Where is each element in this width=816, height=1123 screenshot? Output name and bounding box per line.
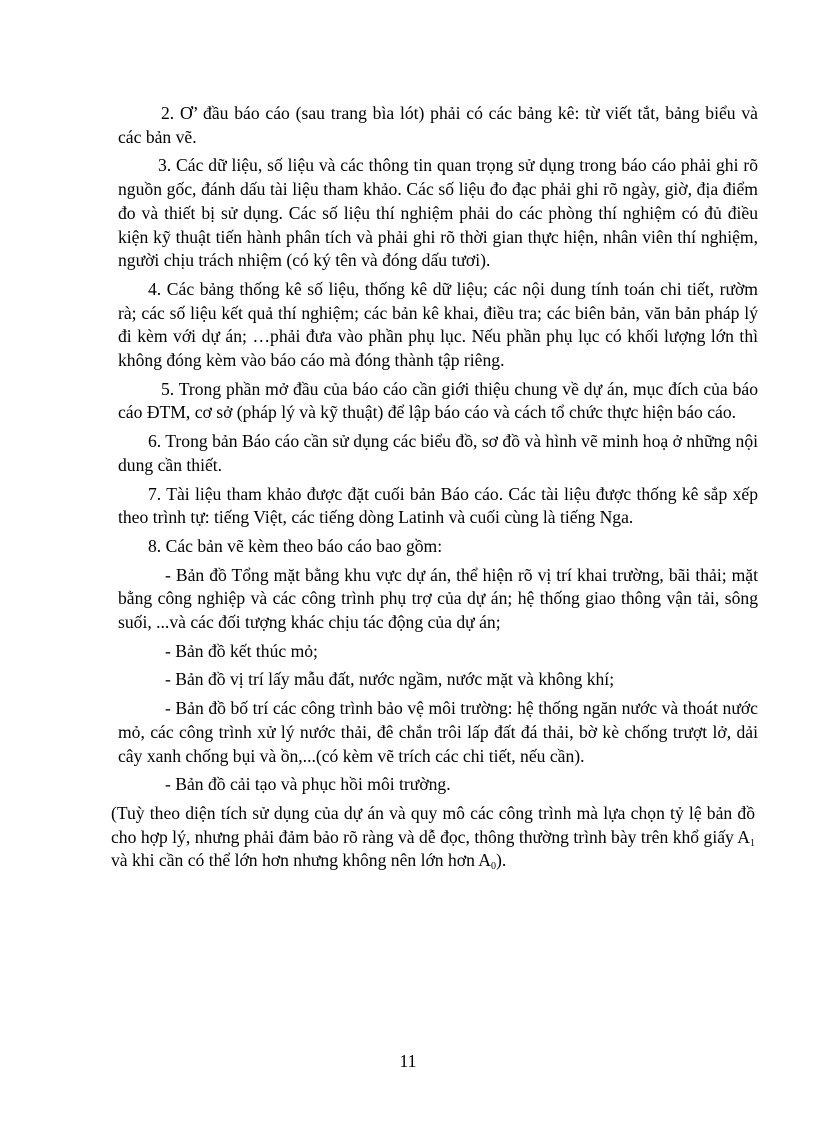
paragraph-item-4: 4. Các bảng thống kê số liệu, thống kê dữ liệu; các nội dung tính toán chi tiết, rườm rà; các số liệu kết quả thí nghiệm; các bản kê khai, điều tra; các biên bản, văn bản pháp lý đi kèm với dự án; …phải đưa vào phần phụ lục. Nếu phần phụ lục có khối lượng lớn thì không đóng kèm vào báo cáo mà đóng thành tập riêng. <box>118 278 758 371</box>
drawing-item-protection: - Bản đồ bố trí các công trình bảo vệ môi trường: hệ thống ngăn nước và thoát nước mỏ, các công trình xử lý nước thải, đê chắn trôi lấp đất đá thải, bờ kè chống trượt lở, dải cây xanh chống bụi và ồn,...(có kèm vẽ trích các chi tiết, nếu cần). <box>118 698 758 766</box>
paragraph-item-7: 7. Tài liệu tham khảo được đặt cuối bản Báo cáo. Các tài liệu được thống kê sắp xếp theo trình tự: tiếng Việt, các tiếng dòng Latinh và cuối cùng là tiếng Nga. <box>118 483 758 528</box>
a0-subscript: 0 <box>491 861 497 873</box>
paragraph-item-5: 5. Trong phần mở đầu của báo cáo cần giới thiệu chung về dự án, mục đích của báo cáo ĐTM, cơ sở (pháp lý và kỹ thuật) để lập báo cáo và cách tổ chức thực hiện báo cáo. <box>118 378 758 423</box>
paragraph-item-6: 6. Trong bản Báo cáo cần sử dụng các biểu đồ, sơ đồ và hình vẽ minh hoạ ở những nội dung cần thiết. <box>118 431 758 475</box>
drawing-item-mine-closure: - Bản đồ kết thúc mỏ; <box>165 640 318 661</box>
paragraph-item-2: 2. Ơ’ đầu báo cáo (sau trang bìa lót) phải có các bảng kê: từ viết tắt, bảng biểu và các bản vẽ. <box>118 103 758 147</box>
scale-note <box>111 802 755 873</box>
scale-note-text-2: và khi cần có thể lớn hơn nhưng không nên lớn hơn A <box>111 850 492 871</box>
paragraph-item-8: 8. Các bản vẽ kèm theo báo cáo bao gồm: <box>148 535 443 556</box>
drawing-item-restoration: - Bản đồ cải tạo và phục hồi môi trường. <box>165 774 451 795</box>
page-body <box>111 102 758 878</box>
drawing-item-sampling: - Bản đồ vị trí lấy mẫu đất, nước ngầm, nước mặt và không khí; <box>165 669 615 690</box>
page-number: 11 <box>399 1051 417 1071</box>
scale-note-text-3: ). <box>496 850 507 871</box>
a1-subscript: 1 <box>750 837 755 849</box>
drawing-item-site-map: - Bản đồ Tổng mặt bằng khu vực dự án, thể hiện rõ vị trí khai trường, bãi thải; mặt bằng công nghiệp và các công trình phụ trợ của dự án; hệ thống giao thông vận tải, sông suối, ...và các đối tượng khác chịu tác động của dự án; <box>118 564 758 633</box>
scale-note-text-1: (Tuỳ theo diện tích sử dụng của dự án và quy mô các công trình mà lựa chọn tỷ lệ bản đồ cho hợp lý, nhưng phải đảm bảo rõ ràng và dễ đọc, thông thường trình bày trên khổ giấy A <box>111 802 755 847</box>
paragraph-item-3: 3. Các dữ liệu, số liệu và các thông tin quan trọng sử dụng trong báo cáo phải ghi rõ nguồn gốc, đánh dấu tài liệu tham khảo. Các số liệu đo đạc phải ghi rõ ngày, giờ, địa điểm đo và thiết bị sử dụng. Các số liệu thí nghiệm phải do các phòng thí nghiệm có đủ điều kiện kỹ thuật tiến hành phân tích và phải ghi rõ thời gian thực hiện, nhân viên thí nghiệm, người chịu trách nhiệm (có ký tên và đóng dấu tươi). <box>118 155 758 271</box>
